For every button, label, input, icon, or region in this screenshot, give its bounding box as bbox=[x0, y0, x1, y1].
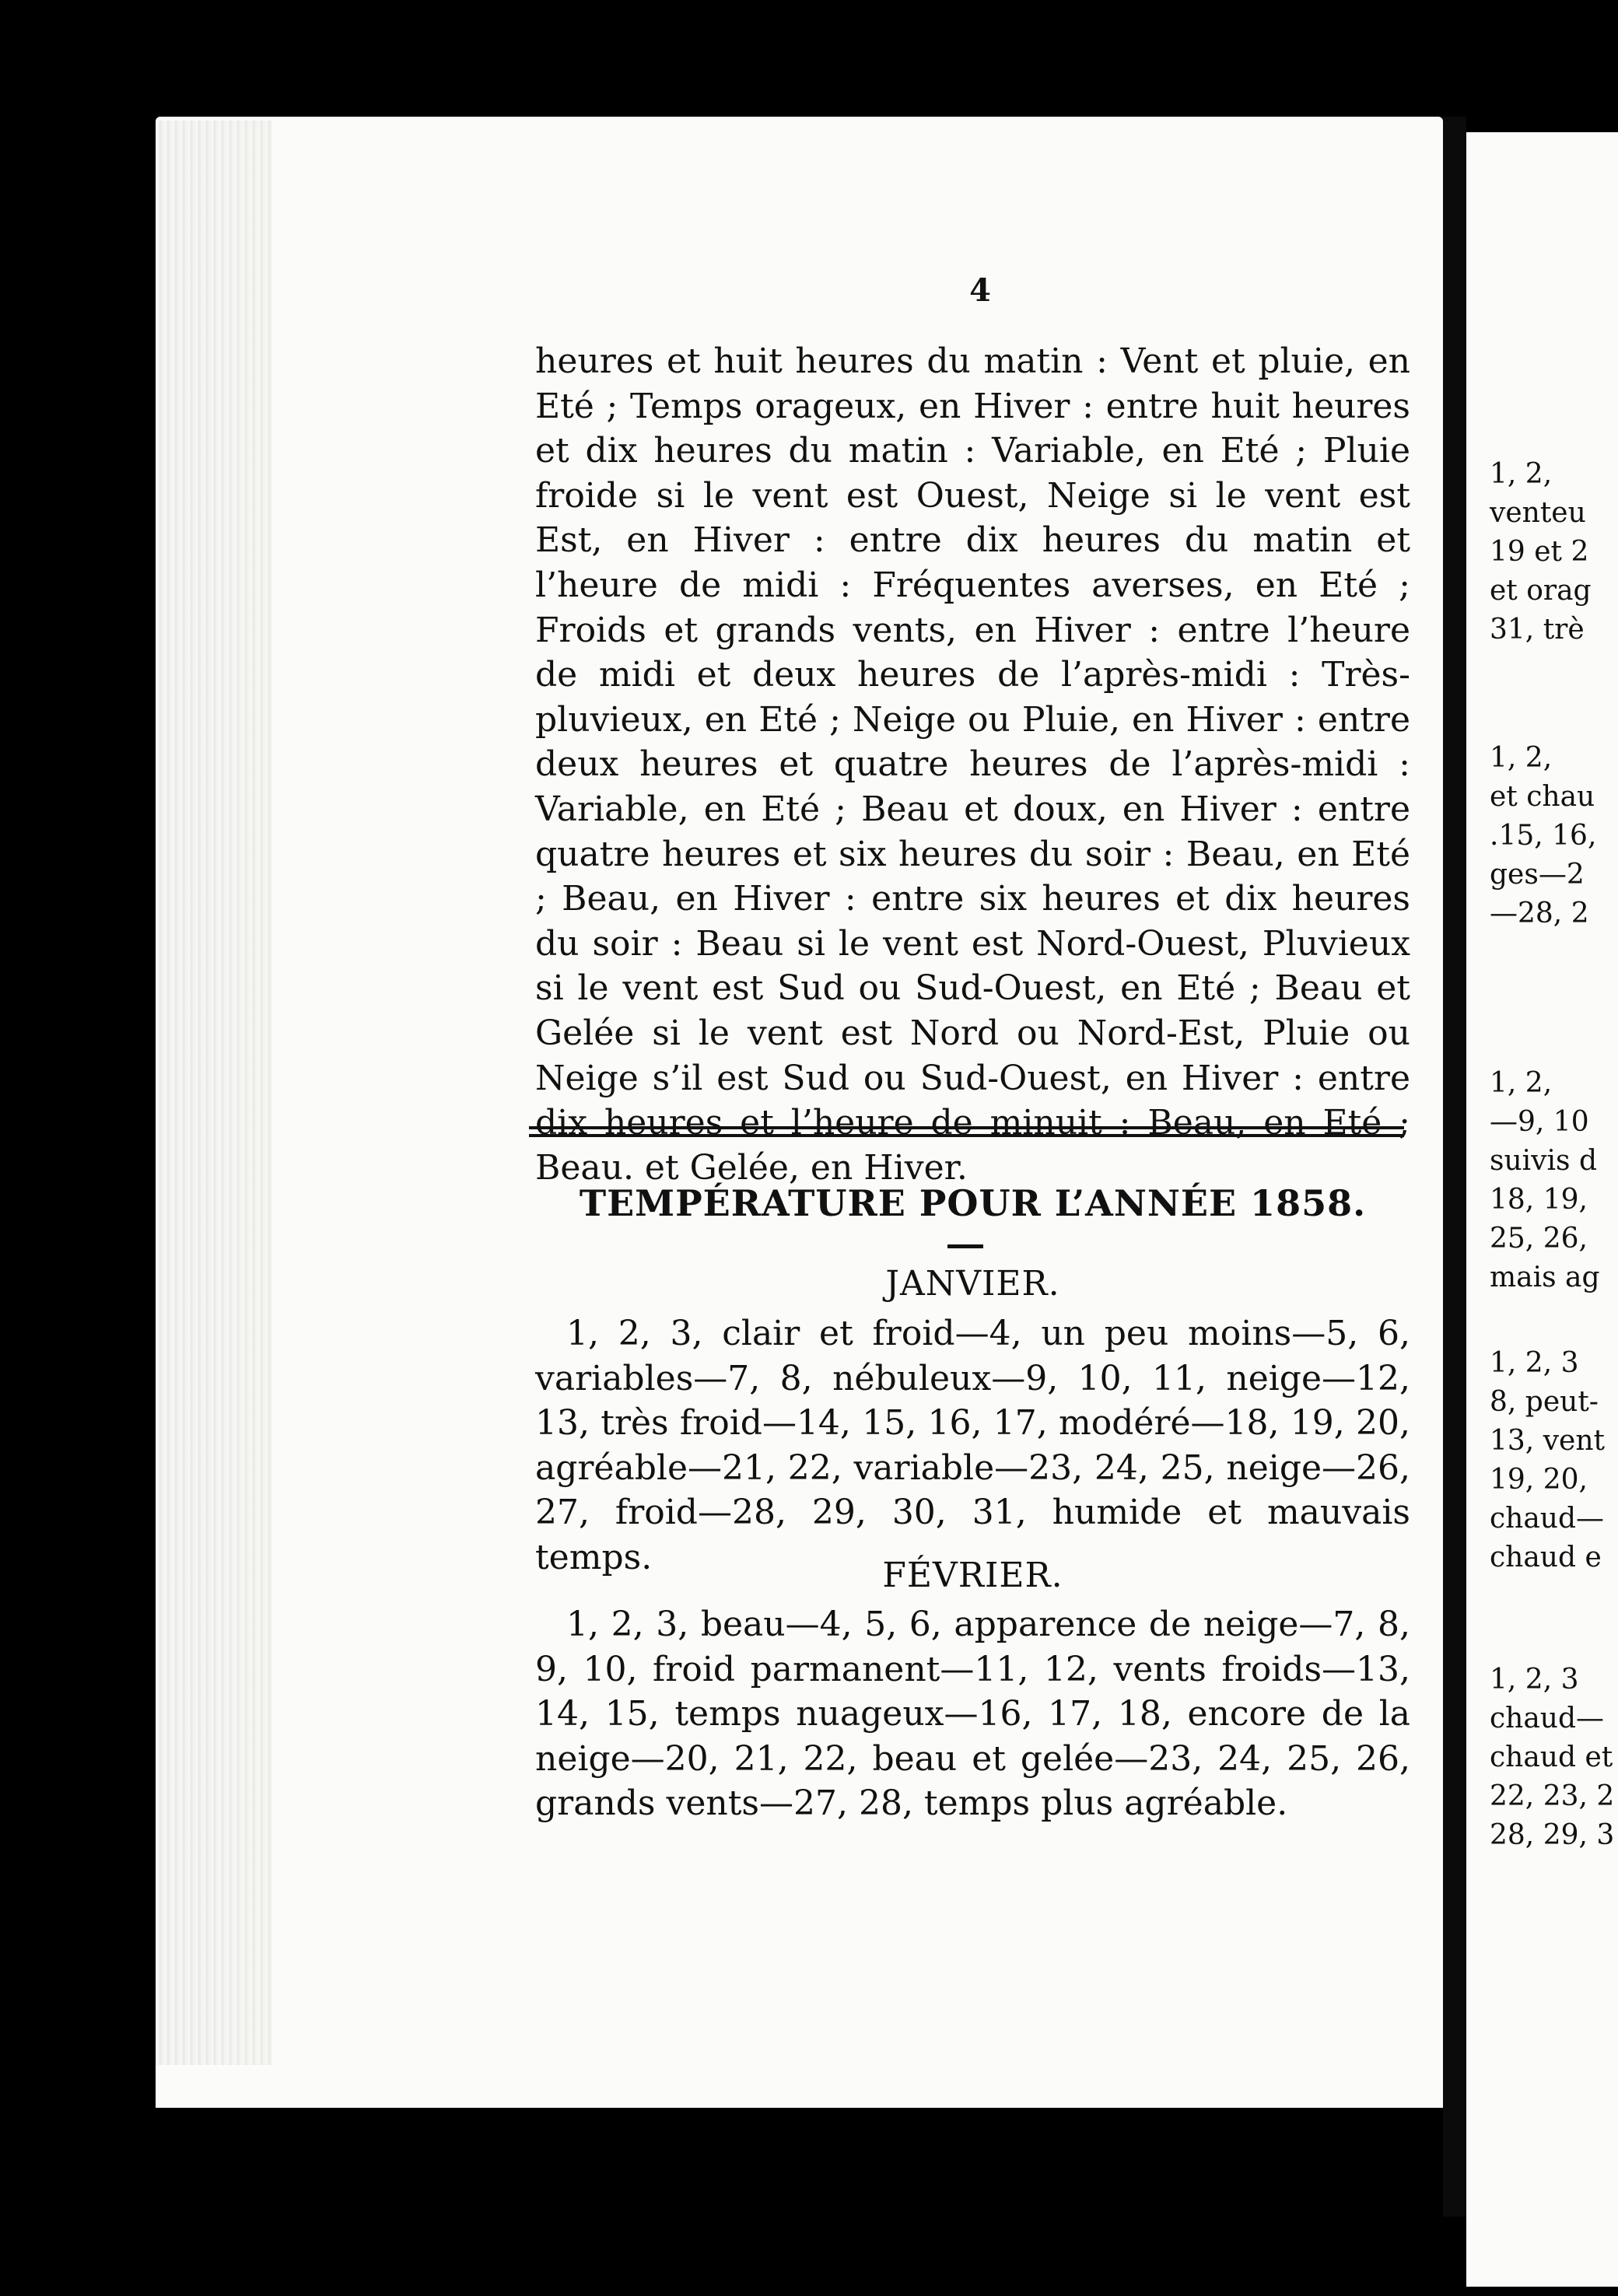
double-rule-divider bbox=[529, 1126, 1404, 1137]
adjacent-line: 1, 2, bbox=[1490, 742, 1553, 774]
adjacent-line: 8, peut- bbox=[1490, 1386, 1599, 1418]
adjacent-line: chaud e bbox=[1490, 1542, 1602, 1573]
page-edge-shading bbox=[156, 121, 272, 2065]
adjacent-line: 19 et 2 bbox=[1490, 536, 1589, 568]
title-short-rule bbox=[947, 1244, 983, 1248]
adjacent-line: et orag bbox=[1490, 575, 1592, 607]
adjacent-line: mais ag bbox=[1490, 1262, 1600, 1293]
month-text-fevrier bbox=[535, 1602, 1410, 1826]
adjacent-line: 25, 26, bbox=[1490, 1223, 1588, 1255]
fevrier-paragraph: 1, 2, 3, beau—4, 5, 6, apparence de neige—7, 8, 9, 10, froid parmanent—11, 12, vents froids—13, 14, 15, temps nuageux—16, 17, 18, encore de la neige—20, 21, 22, beau et gelée—23, 24, 25, 26, grands vents—27, 28, temps plus agréable. bbox=[535, 1605, 1410, 1824]
adjacent-line: chaud et bbox=[1490, 1741, 1613, 1773]
adjacent-line: et chau bbox=[1490, 781, 1595, 813]
adjacent-page-block-1 bbox=[1490, 455, 1592, 649]
month-heading-janvier: JANVIER. bbox=[885, 1264, 1060, 1304]
adjacent-line: 1, 2, 3 bbox=[1490, 1347, 1579, 1379]
adjacent-line: 18, 19, bbox=[1490, 1184, 1588, 1216]
janvier-paragraph: 1, 2, 3, clair et froid—4, un peu moins—5, 6, variables—7, 8, nébuleux—9, 10, 11, neige—12, 13, très froid—14, 15, 16, 17, modéré—18, 19, 20, agréable—21, 22, variable—23, 24, 25, neige—26, 27, froid—28, 29, 30, 31, humide et mauvais temps. bbox=[535, 1314, 1410, 1577]
adjacent-line: 19, 20, bbox=[1490, 1464, 1588, 1496]
adjacent-line: 1, 2, bbox=[1490, 458, 1553, 490]
intro-paragraph: heures et huit heures du matin : Vent et pluie, en Eté ; Temps orageux, en Hiver : entre huit heures et dix heures du matin : Variable, en Eté ; Pluie froide si le vent est Ouest, Neige si le vent est Est, en Hiver : entre dix heures du matin et l’heure de midi : Fréquentes averses, en Eté ; Froids et grands vents, en Hiver : entre l’heure de midi et deux heures de l’après-midi : Très-pluvieux, en Eté ; Neige ou Pluie, en Hiver : entre deux heures et quatre heures de l’après-midi : Variable, en Eté ; Beau et doux, en Hiver : entre quatre heures et six heures du soir : Beau, en Eté ; Beau, en Hiver : entre six heures et dix heures du soir : Beau si le vent est Nord-Ouest, Pluvieux si le vent est Sud ou Sud-Ouest, en Eté ; Beau et Gelée si le vent est Nord ou Nord-Est, Pluie ou Neige s’il est Sud ou Sud-Ouest, en Hiver : entre dix heures et l’heure de minuit : Beau, en Eté ; Beau. et Gelée, en Hiver. bbox=[535, 341, 1410, 1188]
book-gutter bbox=[1443, 117, 1466, 2217]
adjacent-line: 1, 2, 3 bbox=[1490, 1664, 1579, 1696]
adjacent-page-block-3 bbox=[1490, 1064, 1600, 1297]
adjacent-line: .15, 16, bbox=[1490, 820, 1597, 852]
adjacent-page-block-5 bbox=[1490, 1661, 1614, 1855]
adjacent-line: suivis d bbox=[1490, 1145, 1597, 1177]
adjacent-line: 1, 2, bbox=[1490, 1067, 1553, 1099]
adjacent-line: chaud— bbox=[1490, 1503, 1605, 1535]
adjacent-line: 28, 29, 3 bbox=[1490, 1819, 1615, 1851]
adjacent-line: 22, 23, 2 bbox=[1490, 1780, 1615, 1812]
adjacent-line: ges—2 bbox=[1490, 859, 1585, 891]
adjacent-line: venteu bbox=[1490, 497, 1586, 529]
adjacent-page-block-4 bbox=[1490, 1344, 1605, 1577]
adjacent-line: —9, 10 bbox=[1490, 1106, 1589, 1138]
adjacent-line: chaud— bbox=[1490, 1703, 1605, 1734]
page-number: 4 bbox=[969, 272, 991, 309]
adjacent-page-block-2 bbox=[1490, 739, 1596, 933]
section-title: TEMPÉRATURE POUR L’ANNÉE 1858. bbox=[579, 1182, 1367, 1224]
adjacent-line: 13, vent bbox=[1490, 1425, 1605, 1457]
month-heading-fevrier: FÉVRIER. bbox=[882, 1556, 1063, 1595]
adjacent-line: 31, trè bbox=[1490, 614, 1585, 646]
month-text-janvier bbox=[535, 1311, 1410, 1580]
intro-text-block bbox=[535, 339, 1410, 1190]
adjacent-line: —28, 2 bbox=[1490, 898, 1589, 929]
